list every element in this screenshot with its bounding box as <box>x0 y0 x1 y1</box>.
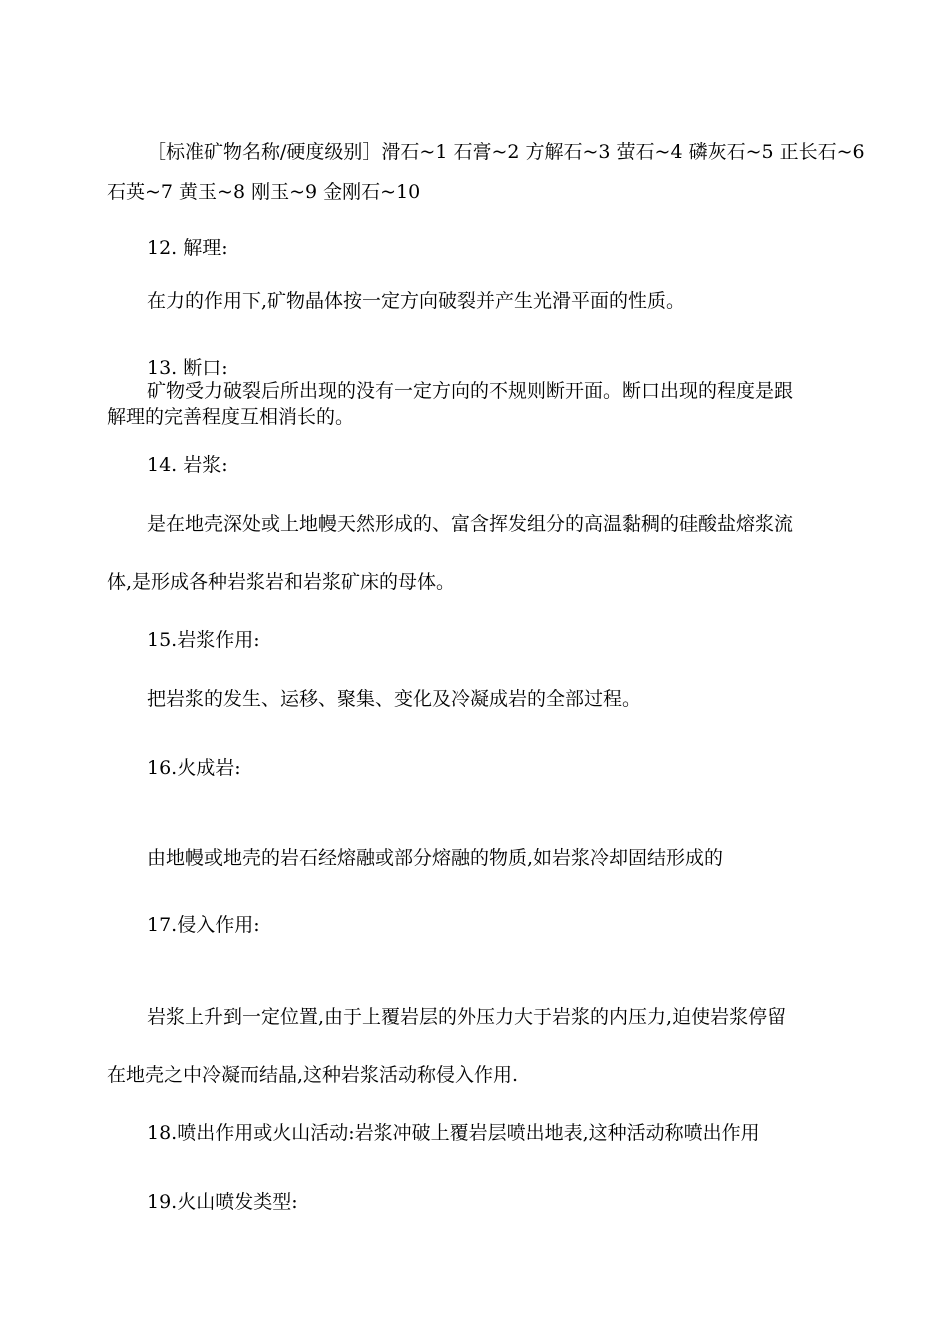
hardness-scale-line-2: 石英~7 黄玉~8 刚玉~9 金刚石~10 <box>107 181 421 203</box>
section-13-heading: 13. 断口: <box>147 357 228 379</box>
section-12-heading: 12. 解理: <box>147 237 228 259</box>
section-15-text: 把岩浆的发生、运移、聚集、变化及冷凝成岩的全部过程。 <box>147 688 642 710</box>
section-16-text: 由地幔或地壳的岩石经熔融或部分熔融的物质,如岩浆冷却固结形成的 <box>147 847 724 869</box>
section-17-text-line-1: 岩浆上升到一定位置,由于上覆岩层的外压力大于岩浆的内压力,迫使岩浆停留 <box>147 1006 787 1028</box>
section-14-text-line-2: 体,是形成各种岩浆岩和岩浆矿床的母体。 <box>107 571 456 593</box>
section-12-text: 在力的作用下,矿物晶体按一定方向破裂并产生光滑平面的性质。 <box>147 290 686 312</box>
section-19-heading: 19.火山喷发类型: <box>147 1191 298 1213</box>
hardness-scale-line-1: ［标准矿物名称/硬度级别］滑石~1 石膏~2 方解石~3 萤石~4 磷灰石~5 正长石~6 <box>147 141 865 163</box>
section-14-heading: 14. 岩浆: <box>147 454 228 476</box>
section-18-heading: 18.喷出作用或火山活动:岩浆冲破上覆岩层喷出地表,这种活动称喷出作用 <box>147 1122 760 1144</box>
section-13-text-line-2: 解理的完善程度互相消长的。 <box>107 406 355 428</box>
section-13-text-line-1: 矿物受力破裂后所出现的没有一定方向的不规则断开面。断口出现的程度是跟 <box>147 380 794 402</box>
section-15-heading: 15.岩浆作用: <box>147 629 260 651</box>
section-17-heading: 17.侵入作用: <box>147 914 260 936</box>
section-16-heading: 16.火成岩: <box>147 757 241 779</box>
section-17-text-line-2: 在地壳之中冷凝而结晶,这种岩浆活动称侵入作用. <box>107 1064 519 1086</box>
section-14-text-line-1: 是在地壳深处或上地幔天然形成的、富含挥发组分的高温黏稠的硅酸盐熔浆流 <box>147 513 794 535</box>
